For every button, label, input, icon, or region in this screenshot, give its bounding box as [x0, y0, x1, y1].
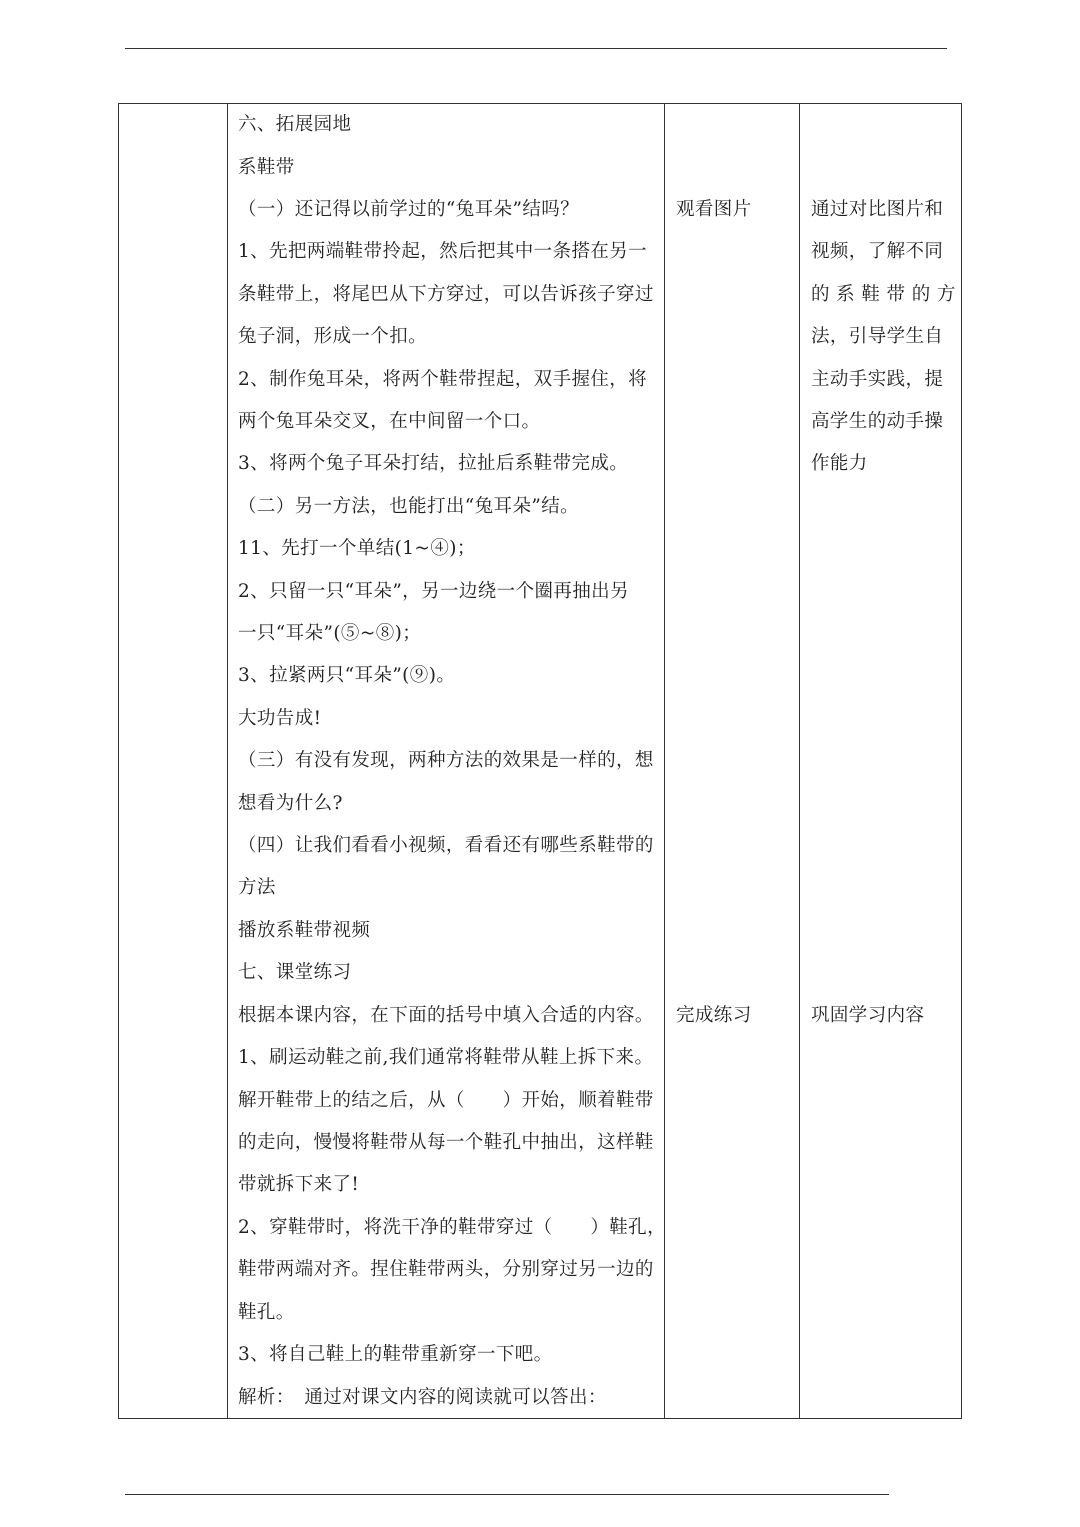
content-line: （一）还记得以前学过的“兔耳朵”结吗？ [238, 199, 580, 220]
intent-line: 通过对比图片和 [811, 199, 944, 220]
content-line: （三）有没有发现，两种方法的效果是一样的，想 [238, 750, 654, 771]
header-rule [125, 48, 947, 49]
column-divider-1 [227, 104, 228, 1418]
content-line: （四）让我们看看小视频，看看还有哪些系鞋带的 [238, 835, 654, 856]
content-line: 播放系鞋带视频 [238, 920, 371, 941]
content-line: 七、课堂练习 [238, 962, 352, 983]
activity-line: 观看图片 [676, 199, 752, 220]
content-line: 鞋孔。 [238, 1302, 295, 1323]
intent-line: 高学生的动手操 [811, 411, 944, 432]
content-line: 3、将两个兔子耳朵打结，拉扯后系鞋带完成。 [238, 453, 629, 474]
content-line: 2、只留一只“耳朵”，另一边绕一个圈再抽出另 [238, 581, 629, 602]
content-line: 解开鞋带上的结之后，从（ ）开始，顺着鞋带 [238, 1090, 654, 1111]
content-line: 2、制作兔耳朵，将两个鞋带捏起，双手握住，将 [238, 369, 648, 390]
footer-rule [125, 1494, 889, 1495]
content-line: 1、先把两端鞋带拎起，然后把其中一条搭在另一 [238, 241, 648, 262]
content-line: 六、拓展园地 [238, 114, 352, 135]
content-line: 条鞋带上，将尾巴从下方穿过，可以告诉孩子穿过 [238, 284, 654, 305]
content-line: 兔子洞，形成一个扣。 [238, 326, 428, 347]
column-divider-3 [799, 104, 800, 1418]
content-line: （二）另一方法，也能打出“兔耳朵”结。 [238, 496, 580, 517]
intent-line: 主动手实践，提 [811, 369, 944, 390]
content-line: 系鞋带 [238, 157, 295, 178]
content-line: 方法 [238, 877, 276, 898]
content-line: 两个兔耳朵交叉，在中间留一个口。 [238, 411, 541, 432]
intent-line: 的 系 鞋 带 的 方 [811, 284, 956, 305]
content-line: 3、拉紧两只“耳朵”(⑨)。 [238, 665, 456, 686]
content-line: 解析： 通过对课文内容的阅读就可以答出： [238, 1387, 607, 1408]
content-line: 一只“耳朵”(⑤~⑧)； [238, 623, 422, 644]
intent-line: 视频，了解不同 [811, 241, 944, 262]
content-line: 2、穿鞋带时，将洗干净的鞋带穿过（ ）鞋孔， [238, 1217, 666, 1238]
content-line: 鞋带两端对齐。捏住鞋带两头，分别穿过另一边的 [238, 1259, 654, 1280]
intent-line: 作能力 [811, 453, 868, 474]
content-line: 大功告成! [238, 708, 322, 729]
content-line: 带就拆下来了! [238, 1174, 360, 1195]
content-line: 的走向，慢慢将鞋带从每一个鞋孔中抽出，这样鞋 [238, 1132, 654, 1153]
content-line: 1、刷运动鞋之前,我们通常将鞋带从鞋上拆下来。 [238, 1047, 654, 1068]
intent-line: 法，引导学生自 [811, 326, 944, 347]
content-line: 3、将自己鞋上的鞋带重新穿一下吧。 [238, 1344, 553, 1365]
content-line: 根据本课内容，在下面的括号中填入合适的内容。 [238, 1005, 654, 1026]
activity-line: 完成练习 [676, 1005, 752, 1026]
content-line: 11、先打一个单结(1~④)； [238, 538, 476, 559]
content-line: 想看为什么? [238, 793, 343, 814]
intent-line: 巩固学习内容 [811, 1005, 925, 1026]
